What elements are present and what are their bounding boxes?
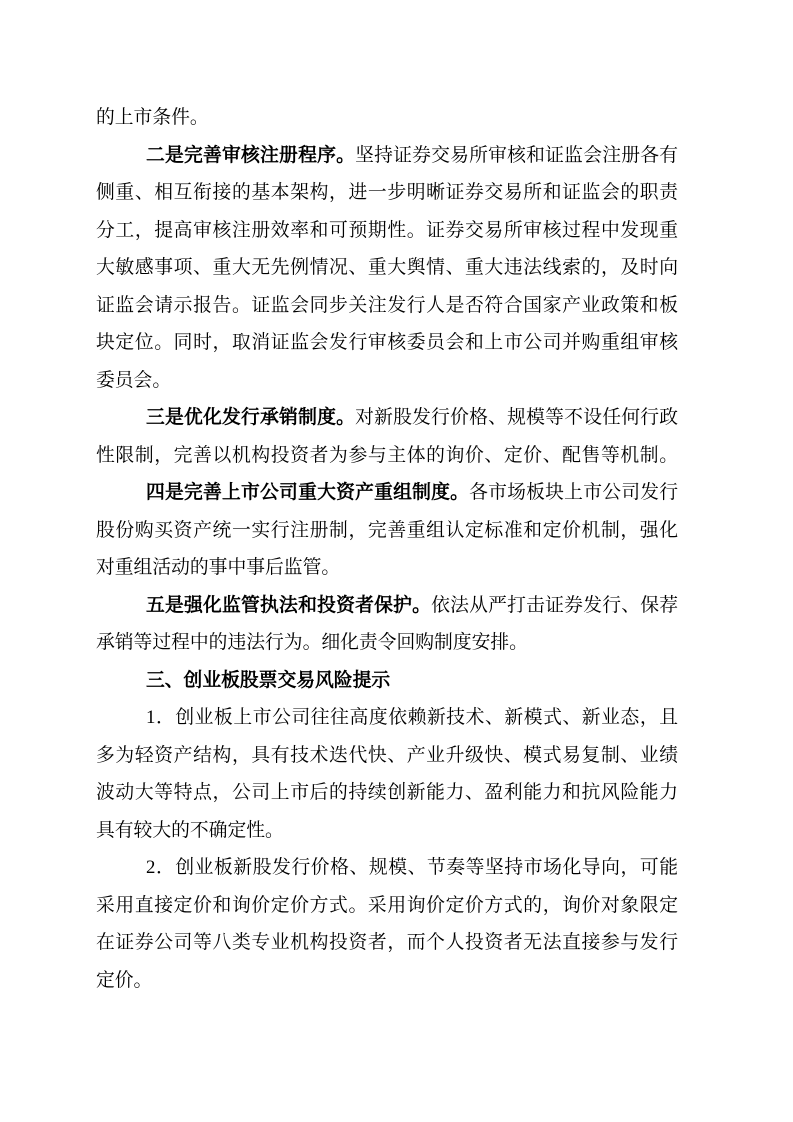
- body-text: 对新股发行价格、规模等不设任何行政: [355, 407, 678, 428]
- body-text: 多为轻资产结构，具有技术迭代快、产业升级快、模式易复制、业绩: [96, 744, 678, 766]
- text-line: [96, 587, 678, 625]
- text-line: [96, 137, 678, 175]
- text-line: [96, 212, 678, 250]
- text-line: [96, 174, 678, 212]
- text-line: [96, 474, 678, 512]
- emphasis-text: 五是强化监管执法和投资者保护。: [146, 594, 432, 616]
- text-line: [96, 662, 678, 700]
- text-line: [96, 362, 678, 400]
- text-line: [96, 849, 678, 887]
- body-text: 委员会。: [96, 369, 172, 391]
- text-line: [96, 549, 678, 587]
- emphasis-text: 二是完善审核注册程序。: [146, 144, 356, 166]
- text-line: [96, 437, 678, 475]
- body-text: 性限制，完善以机构投资者为参与主体的询价、定价、配售等机制。: [96, 444, 678, 466]
- text-line: [96, 699, 678, 737]
- text-line: [96, 624, 678, 662]
- body-text: 定价。: [96, 969, 153, 991]
- text-line: [96, 962, 678, 1000]
- body-text: 对重组活动的事中事后监管。: [96, 557, 341, 578]
- text-line: [96, 99, 678, 137]
- body-text: 在证券公司等八类专业机构投资者，而个人投资者无法直接参与发行: [96, 932, 678, 953]
- body-text: 侧重、相互衔接的基本架构，进一步明晰证券交易所和证监会的职责: [96, 182, 678, 203]
- body-text: 采用直接定价和询价定价方式。采用询价定价方式的，询价对象限定: [96, 894, 678, 916]
- body-text: 的上市条件。: [96, 107, 209, 128]
- body-text: 股份购买资产统一实行注册制，完善重组认定标准和定价机制，强化: [96, 519, 678, 541]
- body-text: 坚持证券交易所审核和证监会注册各有: [355, 144, 678, 166]
- text-line: [96, 924, 678, 962]
- text-block: [96, 99, 678, 999]
- text-line: [96, 812, 678, 850]
- text-line: [96, 287, 678, 325]
- text-line: [96, 324, 678, 362]
- text-line: [96, 249, 678, 287]
- body-text: 各市场板块上市公司发行: [469, 482, 678, 503]
- body-text: 1．创业板上市公司往往高度依赖新技术、新模式、新业态，且: [146, 707, 678, 728]
- text-line: [96, 887, 678, 925]
- body-text: 大敏感事项、重大无先例情况、重大舆情、重大违法线索的，及时向: [96, 257, 678, 278]
- text-line: [96, 399, 678, 437]
- body-text: 具有较大的不确定性。: [96, 819, 284, 841]
- text-line: [96, 512, 678, 550]
- body-text: 证监会请示报告。证监会同步关注发行人是否符合国家产业政策和板: [96, 294, 678, 316]
- emphasis-text: 三是优化发行承销制度。: [146, 407, 356, 428]
- text-line: [96, 774, 678, 812]
- body-text: 承销等过程中的违法行为。细化责令回购制度安排。: [96, 632, 528, 653]
- emphasis-text: 三、创业板股票交易风险提示: [146, 669, 391, 691]
- text-line: [96, 737, 678, 775]
- body-text: 分工，提高审核注册效率和可预期性。证券交易所审核过程中发现重: [96, 219, 678, 241]
- body-text: 依法从严打击证券发行、保荐: [431, 594, 678, 616]
- body-text: 波动大等特点，公司上市后的持续创新能力、盈利能力和抗风险能力: [96, 782, 678, 803]
- body-text: 块定位。同时，取消证监会发行审核委员会和上市公司并购重组审核: [96, 332, 678, 353]
- emphasis-text: 四是完善上市公司重大资产重组制度。: [146, 482, 470, 503]
- body-text: 2．创业板新股发行价格、规模、节奏等坚持市场化导向，可能: [146, 857, 678, 878]
